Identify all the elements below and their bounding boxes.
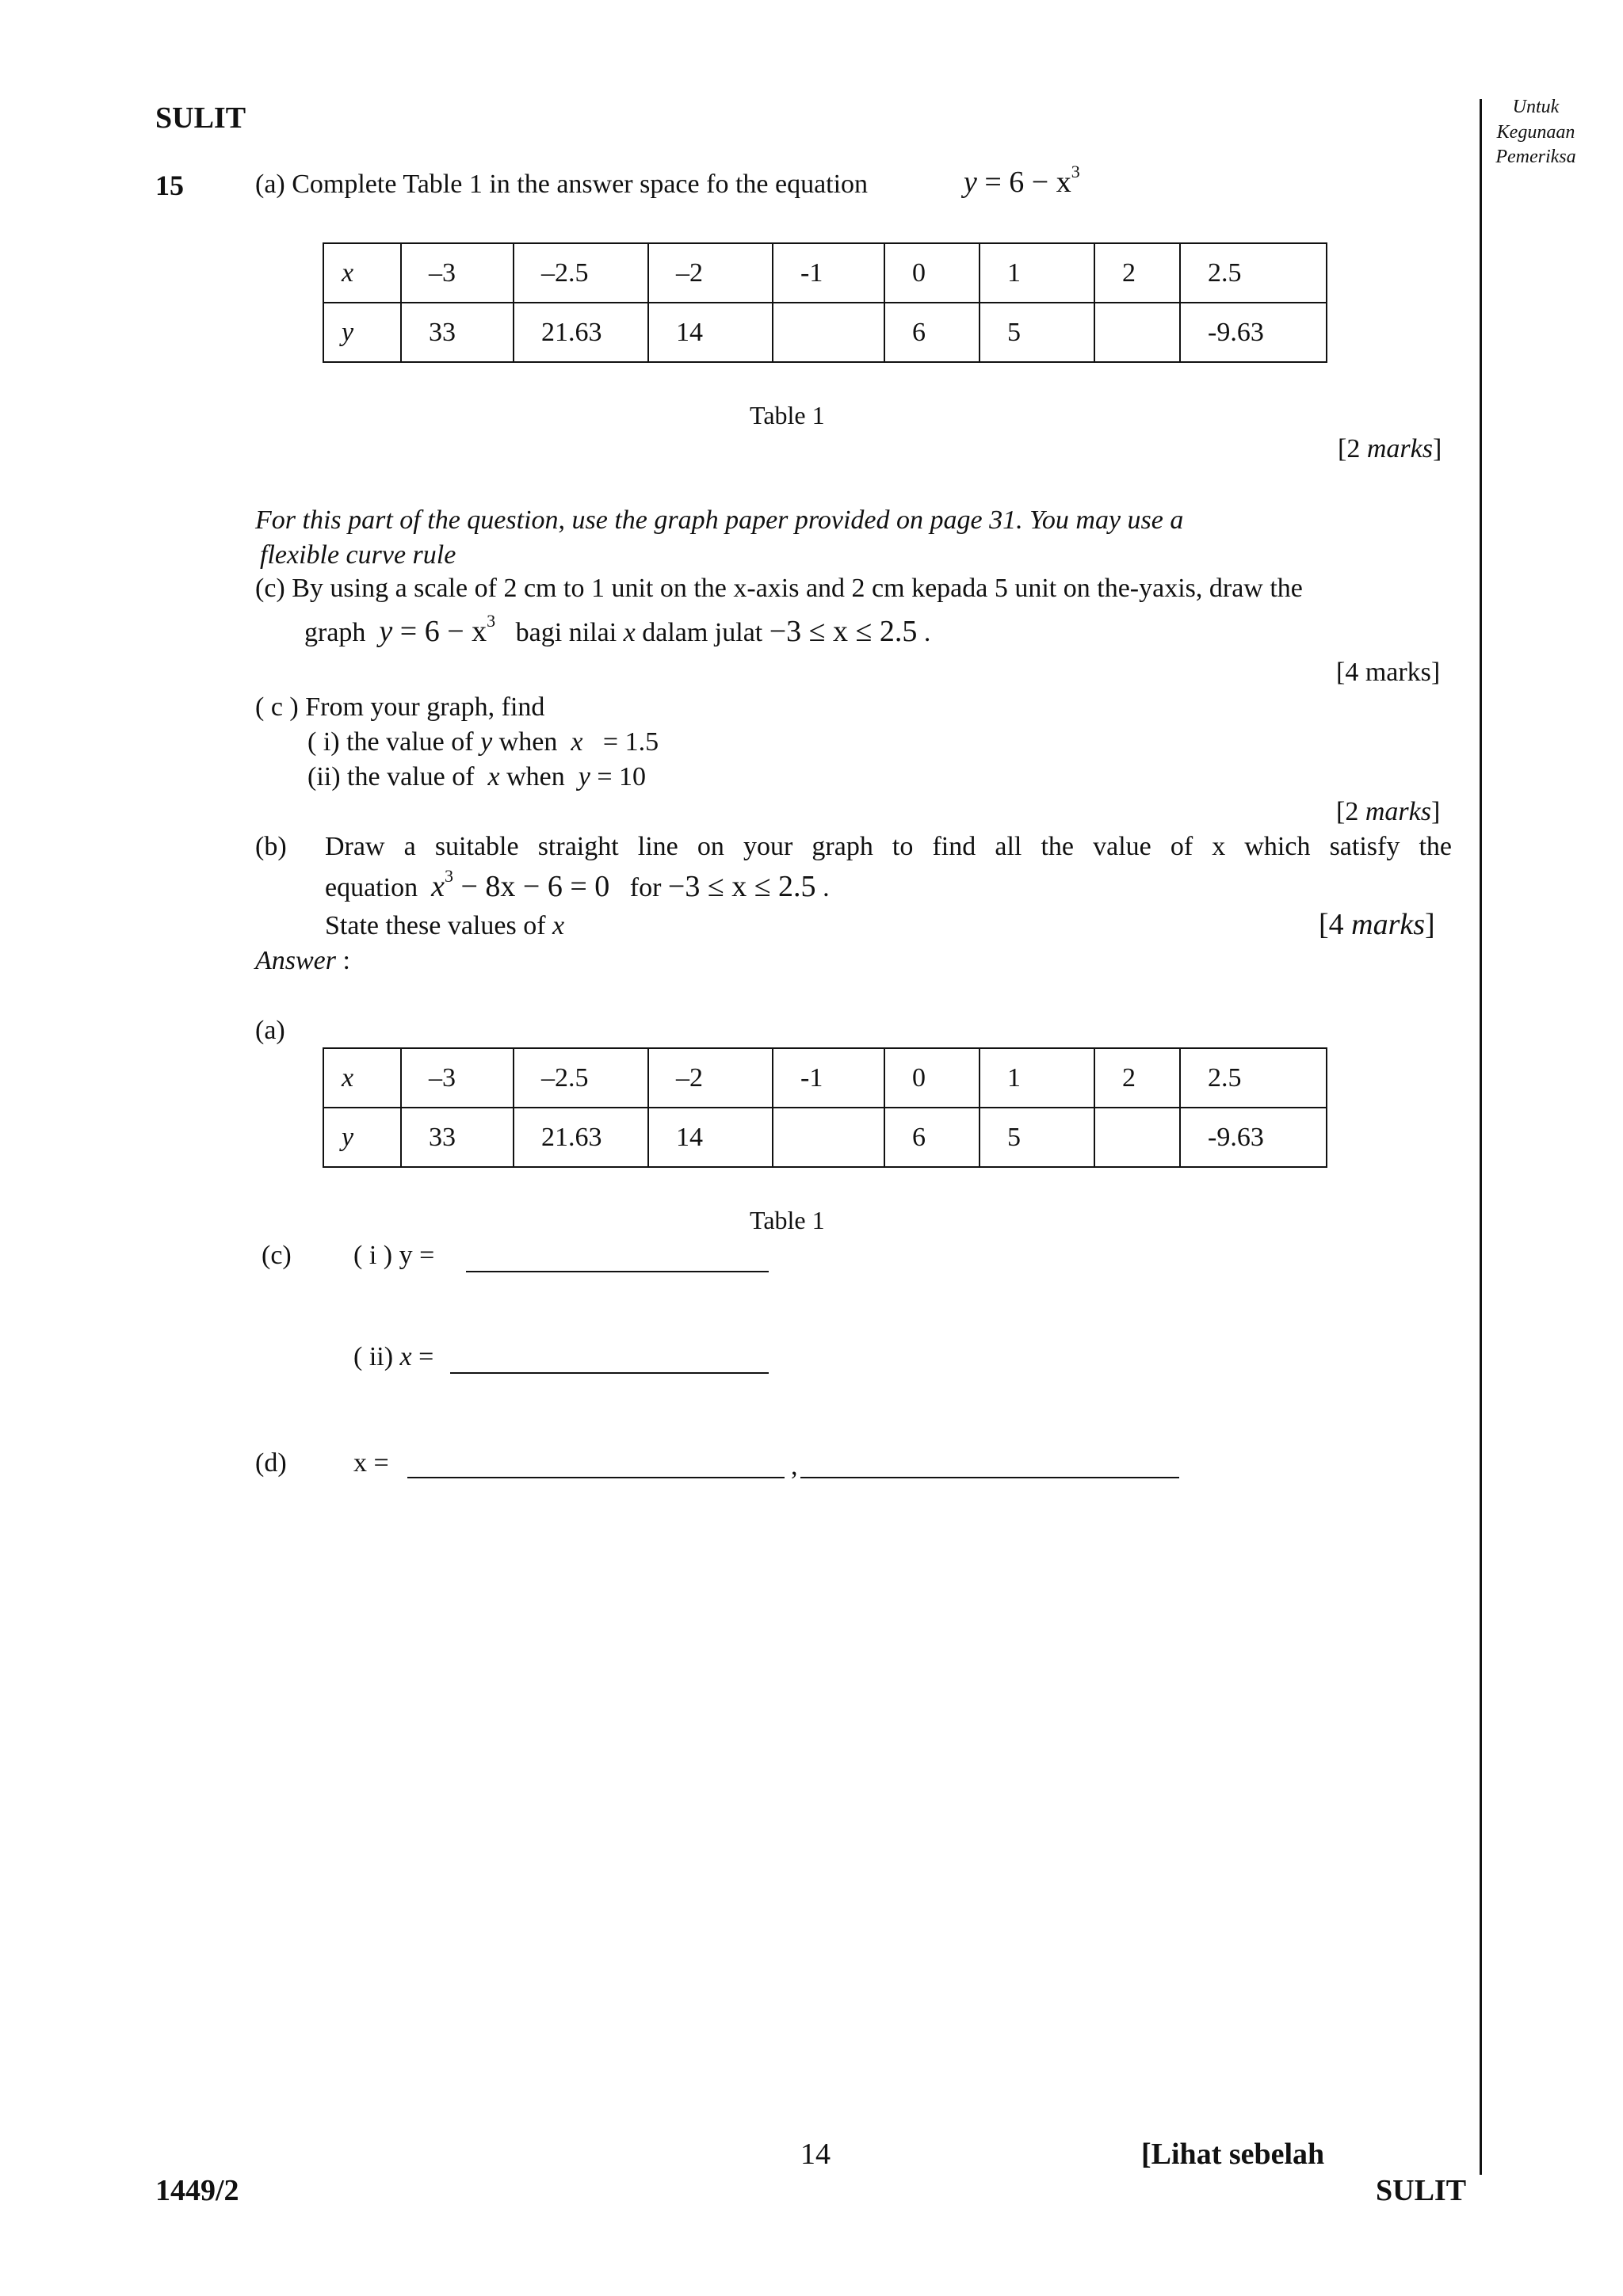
table-cell-answer-blank[interactable] [773, 1108, 884, 1167]
table-row-y [323, 1108, 1327, 1167]
range-expression: −3 ≤ x ≤ 2.5 [769, 615, 918, 648]
range-end: . [923, 618, 931, 647]
answer-cii-blank[interactable] [450, 1372, 769, 1374]
c2-i-var2: x [571, 727, 583, 757]
range-prefix: bagi nilai [515, 618, 617, 647]
table-cell: 2.5 [1180, 243, 1327, 303]
graph-instruction-line2: flexible curve rule [260, 540, 456, 570]
table-cell: 33 [401, 303, 514, 362]
marks-b [1319, 906, 1435, 944]
b-state-var: x [552, 911, 565, 940]
table-cell: 33 [401, 1108, 514, 1167]
part-c2-ii [307, 761, 646, 795]
next-page-note: [Lihat sebelah [1141, 2138, 1325, 2171]
margin-note-line: Kegunaan [1496, 121, 1575, 143]
c2-ii-var: x [487, 762, 500, 791]
margin-note-line: Pemeriksa [1495, 147, 1576, 168]
table-cell: 14 [648, 1108, 773, 1167]
table-cell-answer-blank[interactable] [1094, 1108, 1180, 1167]
marks-word: marks [1366, 434, 1433, 463]
question-number: 15 [155, 170, 184, 201]
answer-d-comma: , [791, 1451, 798, 1481]
marks-close: ] [1432, 434, 1442, 463]
values-table-question [323, 242, 1327, 363]
table-cell-x-label: x [323, 243, 401, 303]
table-cell: 6 [884, 1108, 980, 1167]
table-cell: –3 [401, 1048, 514, 1108]
eq-exponent: 3 [487, 611, 496, 631]
cii-prefix: ( ii) [353, 1342, 394, 1371]
table-cell: –2.5 [514, 243, 648, 303]
table-cell: -9.63 [1180, 1108, 1327, 1167]
table-cell: 1 [980, 1048, 1094, 1108]
answer-c-label: (c) [262, 1241, 292, 1270]
table-cell: 6 [884, 303, 980, 362]
equation-exponent: 3 [1071, 162, 1080, 181]
range-var: x [623, 618, 636, 647]
page-number: 14 [800, 2138, 831, 2171]
table-cell: -9.63 [1180, 303, 1327, 362]
range-mid: dalam julat [642, 618, 763, 647]
table-cell-blank [1094, 303, 1180, 362]
marks-a [1338, 433, 1442, 467]
c2-ii-value: = 10 [597, 762, 647, 791]
cii-eq: = [418, 1342, 434, 1371]
marks-open: [4 [1319, 908, 1352, 941]
answer-cii-label [353, 1341, 433, 1375]
part-a-instruction: (a) Complete Table 1 in the answer space fo the equation [255, 170, 869, 199]
b-for-word: for [629, 873, 662, 902]
marks-c2 [1336, 795, 1440, 830]
part-c-line2 [304, 613, 930, 651]
b-state-prefix: State these values of [325, 911, 546, 940]
answer-word: Answer [255, 946, 336, 975]
header-confidential: SULIT [155, 101, 246, 135]
answer-ci-blank[interactable] [466, 1271, 769, 1272]
b-eq-exponent: 3 [444, 866, 453, 886]
values-table-answer [323, 1047, 1327, 1168]
cii-var: x [399, 1342, 412, 1371]
part-c2-i [307, 726, 659, 760]
examiner-margin-rule [1480, 99, 1482, 2175]
table-cell: –2 [648, 1048, 773, 1108]
table-cell: 2 [1094, 243, 1180, 303]
part-c-line1: (c) By using a scale of 2 cm to 1 unit on the x-axis and 2 cm kepada 5 unit on the-yaxis, draw the [255, 574, 1303, 603]
examiner-margin-note [1488, 95, 1583, 170]
equation-y [964, 162, 1080, 200]
table-cell: –3 [401, 243, 514, 303]
eq-rhs: = 6 − x [399, 615, 487, 648]
answer-label [255, 944, 350, 978]
part-c2-head: ( c ) From your graph, find [255, 692, 545, 722]
table-cell-y-label: y [323, 303, 401, 362]
marks-close: ] [1425, 908, 1435, 941]
answer-d-blank-1[interactable] [407, 1477, 785, 1478]
b-range-expression: −3 ≤ x ≤ 2.5 [667, 870, 816, 903]
graph-word: graph [304, 618, 366, 647]
b-eq-rest: − 8x − 6 = 0 [460, 870, 610, 903]
marks-open: [2 [1338, 434, 1367, 463]
part-b-line3 [325, 910, 564, 944]
table-cell: 0 [884, 243, 980, 303]
table-cell: -1 [773, 1048, 884, 1108]
c2-ii-prefix: (ii) the value of [307, 762, 475, 791]
equation-lhs: y [964, 166, 977, 199]
part-b-label: (b) [255, 832, 287, 861]
part-b-line1: Draw a suitable straight line on your graph to find all the value of x which satisfy the [325, 832, 1452, 861]
table-cell: 0 [884, 1048, 980, 1108]
c2-i-mid: when [498, 727, 558, 757]
answer-ci-label: ( i ) y = [353, 1241, 435, 1270]
c2-i-value: = 1.5 [602, 727, 659, 757]
table-cell: 5 [980, 303, 1094, 362]
graph-instruction-line1: For this part of the question, use the graph paper provided on page 31. You may use a [255, 505, 1184, 535]
marks-word: marks [1365, 797, 1431, 826]
table-cell-blank [773, 303, 884, 362]
answer-d-x: x = [353, 1448, 389, 1478]
table-cell-y-label: y [323, 1108, 401, 1167]
table-cell: -1 [773, 243, 884, 303]
table-cell: 21.63 [514, 303, 648, 362]
table-cell: –2.5 [514, 1048, 648, 1108]
equation-rhs: = 6 − x [984, 166, 1071, 199]
footer-confidential: SULIT [1376, 2174, 1467, 2207]
table-cell-x-label: x [323, 1048, 401, 1108]
paper-code: 1449/2 [155, 2174, 239, 2207]
c2-i-prefix: ( i) the value of [307, 727, 474, 757]
table-caption: Table 1 [750, 401, 825, 429]
c2-ii-mid: when [506, 762, 565, 791]
table-cell: 14 [648, 303, 773, 362]
marks-open: [2 [1336, 797, 1365, 826]
table-cell: 1 [980, 243, 1094, 303]
b-eq-base: x [431, 870, 445, 903]
part-b-line2 [325, 868, 830, 906]
table-row-y [323, 303, 1327, 362]
c2-ii-var2: y [578, 762, 590, 791]
table-row-x [323, 1048, 1327, 1108]
c2-i-var: y [480, 727, 493, 757]
b-range-end: . [823, 873, 830, 902]
answer-d-label: (d) [255, 1448, 287, 1478]
marks-word: marks [1351, 908, 1426, 941]
table-row-x [323, 243, 1327, 303]
table-cell: 21.63 [514, 1108, 648, 1167]
marks-close: ] [1430, 797, 1441, 826]
table-cell: 2 [1094, 1048, 1180, 1108]
b-equation-prefix: equation [325, 873, 418, 902]
table-cell: 2.5 [1180, 1048, 1327, 1108]
table-cell: 5 [980, 1108, 1094, 1167]
answer-table-caption: Table 1 [750, 1206, 825, 1234]
margin-note-line: Untuk [1512, 97, 1560, 117]
answer-part-a-label: (a) [255, 1016, 285, 1045]
answer-d-blank-2[interactable] [800, 1477, 1179, 1478]
answer-colon: : [336, 946, 350, 975]
eq-lhs: y [379, 615, 393, 648]
marks-c: [4 marks] [1336, 658, 1441, 687]
table-cell: –2 [648, 243, 773, 303]
